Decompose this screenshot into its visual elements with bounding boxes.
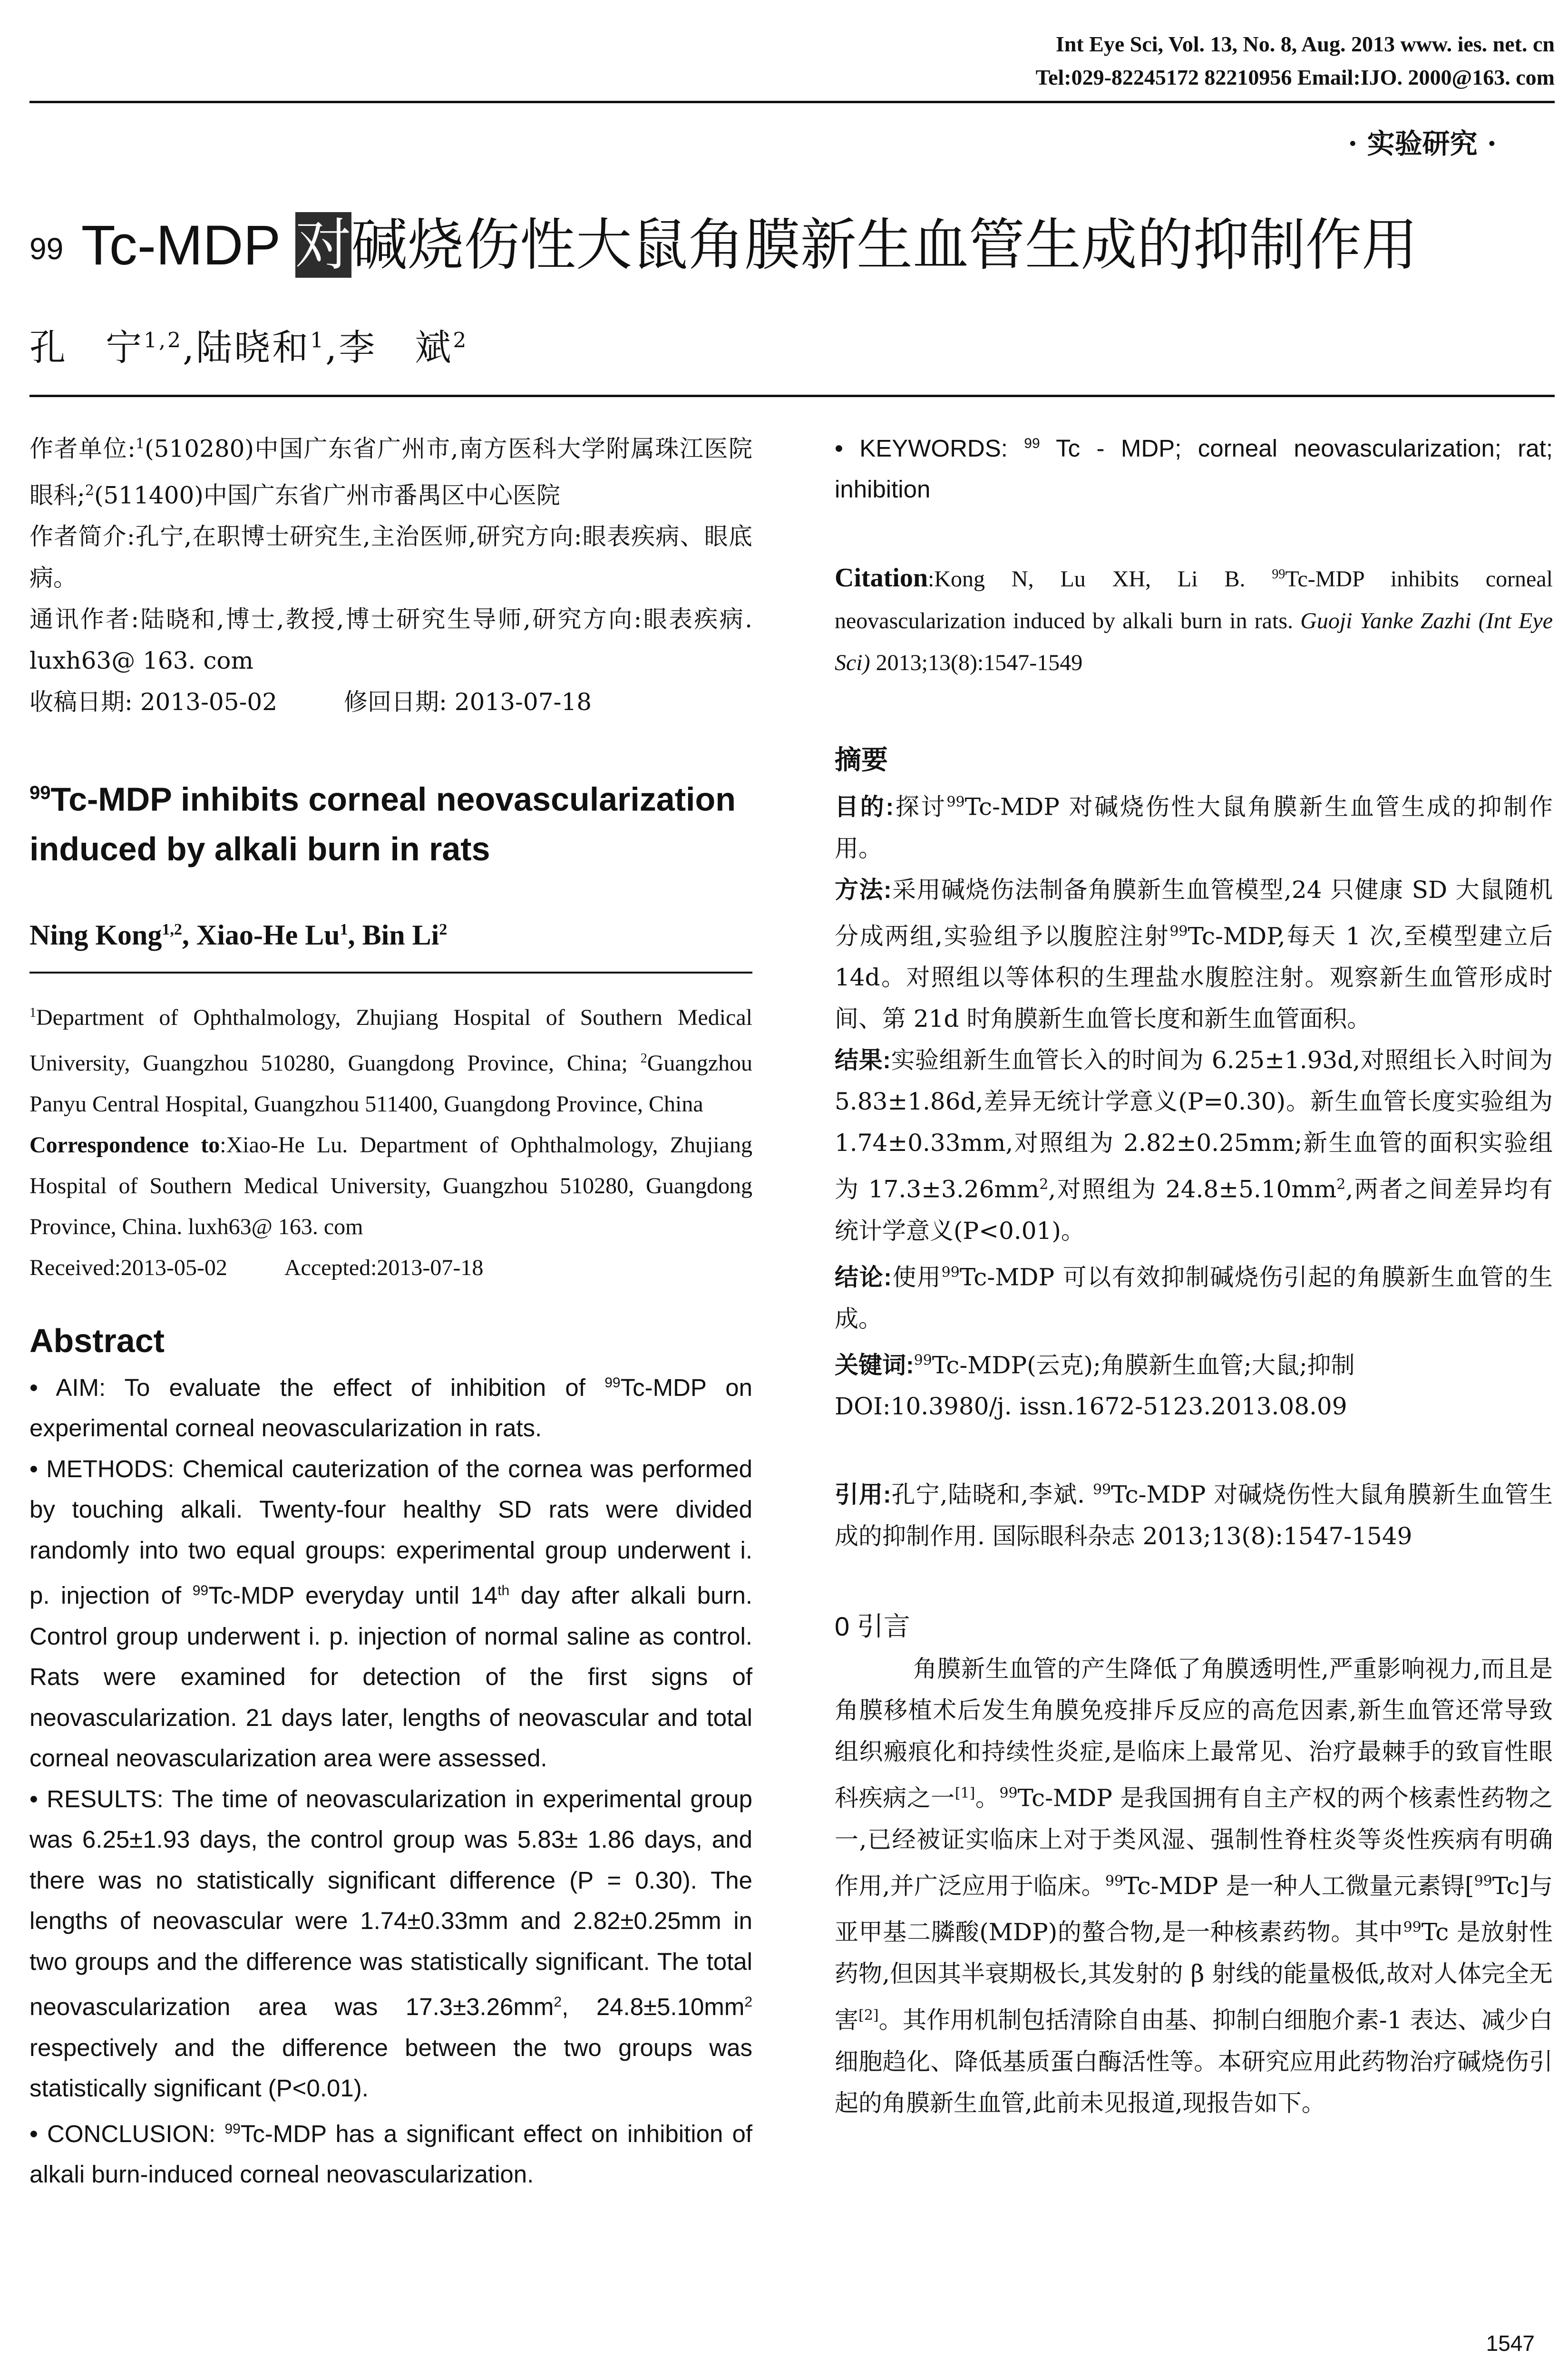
methods-cn-label: 方法: bbox=[835, 876, 892, 903]
received-date-en: Received:2013-05-02 bbox=[29, 1255, 227, 1280]
title-isotope-sup: 99 bbox=[29, 232, 64, 266]
methods-cn-sup: 99 bbox=[1169, 923, 1188, 940]
aim-sup: 99 bbox=[604, 1374, 621, 1391]
keywords-label: • KEYWORDS: bbox=[835, 435, 1024, 462]
intro-text-f: Tc 是放射性药物,但因其半衰期极长,其发射的 β 射线的能量极低,故对人体完全无害 bbox=[835, 1918, 1553, 2034]
objective-label: 目的: bbox=[835, 793, 894, 820]
revised-date-cn: 修回日期: 2013-07-18 bbox=[344, 688, 592, 716]
english-authors bbox=[29, 919, 752, 952]
methods-text-b: Tc-MDP everyday until 14 bbox=[208, 1582, 498, 1609]
en-author-2-sup: 1 bbox=[340, 920, 348, 938]
intro-text-d: Tc-MDP 是一种人工微量元素锝[ bbox=[1123, 1872, 1474, 1900]
author-2: ,陆晓和 bbox=[182, 326, 311, 369]
author-3-sup: 2 bbox=[453, 328, 468, 353]
results-sup-2: 2 bbox=[744, 1994, 752, 2010]
intro-sup-4: 99 bbox=[1403, 1919, 1422, 1936]
abstract-heading: Abstract bbox=[29, 1322, 165, 1359]
aim-text-b: Tc-MDP on experimental corneal neovascularization in rats. bbox=[29, 1374, 752, 1442]
en-author-1-sup: 1,2 bbox=[162, 920, 182, 938]
chinese-authors bbox=[29, 319, 468, 370]
author-1: 孔 宁 bbox=[29, 326, 144, 369]
title-rule bbox=[29, 395, 1555, 397]
conclusion-sup: 99 bbox=[224, 2121, 241, 2137]
conclusion-text-a: • CONCLUSION: bbox=[29, 2120, 225, 2147]
citation-cn-sup: 99 bbox=[1092, 1481, 1111, 1499]
citation-cn-text-a: 孔宁,陆晓和,李斌. bbox=[891, 1481, 1093, 1509]
conclusion-text-b: Tc-MDP has a significant effect on inhibition of alkali burn-induced corneal neovascularization. bbox=[29, 2120, 753, 2188]
english-title bbox=[29, 768, 752, 873]
doi[interactable]: DOI:10.3980/j. issn.1672-5123.2013.08.09 bbox=[835, 1393, 1347, 1421]
author-1-sup: 1,2 bbox=[144, 328, 183, 353]
results-text-c: respectively and the difference between the two groups was statistically significant (P<0.01). bbox=[29, 2034, 752, 2102]
received-date-cn: 收稿日期: 2013-05-02 bbox=[29, 688, 278, 716]
conclusion-cn-text-a: 使用 bbox=[891, 1263, 942, 1291]
methods-cn-text-a: 采用碱烧伤法制备角膜新生血管模型,24 只健康 SD 大鼠随机分成两组,实验组予以腹腔注射 bbox=[835, 876, 1553, 950]
objective-sup: 99 bbox=[946, 794, 965, 810]
left-column bbox=[29, 423, 752, 2195]
keywords-cn bbox=[835, 1340, 1553, 1386]
abstract-cn-results bbox=[835, 1040, 1553, 1252]
results-sup-1: 2 bbox=[554, 1994, 562, 2010]
unit-sup-2: 2 bbox=[85, 482, 94, 499]
intro-text-c: Tc-MDP 是我国拥有自主产权的两个核素性药物之一,已经被证实临床上对于类风湿、强制性脊柱炎等炎性疾病有明确作用,并广泛应用于临床。 bbox=[835, 1784, 1553, 1900]
abstract-aim bbox=[29, 1363, 752, 1449]
correspondence-label: Correspondence to bbox=[29, 1132, 220, 1158]
dates-cn bbox=[29, 682, 752, 723]
results-cn-label: 结果: bbox=[835, 1047, 891, 1074]
en-author-2: , Xiao-He Lu bbox=[182, 919, 340, 951]
journal-header bbox=[1036, 28, 1555, 94]
journal-line: Int Eye Sci, Vol. 13, No. 8, Aug. 2013 www. ies. net. cn bbox=[1055, 32, 1555, 56]
author-3: ,李 斌 bbox=[325, 326, 453, 369]
accepted-date-en: Accepted:2013-07-18 bbox=[284, 1255, 484, 1280]
citation-sup: 99 bbox=[1272, 567, 1286, 582]
aff-part-1: Department of Ophthalmology, Zhujiang Hospital of Southern Medical University, Guangzhou 510280, Guangdong Province, China; bbox=[29, 1004, 752, 1076]
citation-cn-label: 引用: bbox=[835, 1481, 891, 1508]
introduction-heading: 0 引言 bbox=[835, 1611, 910, 1641]
results-text-b: , 24.8±5.10mm bbox=[562, 1993, 745, 2021]
citation-text-b: Tc-MDP inhibits corneal neovascularization induced by alkali burn in rats. bbox=[835, 566, 1553, 633]
unit-label: 作者单位: bbox=[29, 435, 136, 463]
en-author-1: Ning Kong bbox=[29, 919, 162, 951]
title-latin: Tc-MDP bbox=[81, 214, 295, 277]
intro-text-b: 。 bbox=[975, 1784, 1000, 1812]
en-author-3: , Bin Li bbox=[348, 919, 439, 951]
page-number: 1547 bbox=[1486, 2331, 1535, 2356]
results-text-a: • RESULTS: The time of neovascularization in experimental group was 6.25±1.93 days, the control group was 5.83± 1.86 days, and there was no statistically significant difference (P = 0.30). The lengths of neovascular were 1.74±0.33mm and 2.82±0.25mm in two groups and the difference was statistically significant. The total neovascularization area was 17.3±3.26mm bbox=[29, 1785, 752, 2021]
abstract-cn-heading: 摘要 bbox=[835, 745, 888, 775]
intro-ref-2[interactable]: [2] bbox=[858, 2007, 879, 2024]
conclusion-cn-label: 结论: bbox=[835, 1264, 892, 1291]
results-cn-text-c: ,两者之间差异均有统计学意义(P<0.01)。 bbox=[835, 1175, 1553, 1245]
corresponding-author-cn: 通讯作者:陆晓和,博士,教授,博士研究生导师,研究方向:眼表疾病. luxh63@ 163. com bbox=[29, 605, 752, 675]
english-affiliations bbox=[29, 993, 752, 1125]
keywords-cn-label: 关键词: bbox=[835, 1352, 914, 1379]
author-units bbox=[29, 423, 752, 516]
aff-sup-1: 1 bbox=[29, 1005, 36, 1020]
abstract-methods bbox=[29, 1449, 752, 1779]
citation-label: Citation bbox=[835, 563, 928, 593]
citation-journal: Guoji Yanke Zazhi (Int Eye Sci) bbox=[835, 608, 1553, 675]
citation-en bbox=[835, 554, 1553, 684]
methods-text-c: day after alkali burn. Control group underwent i. p. injection of normal saline as control. Rats were examined for detection of the first signs of neovascularization. 21 days later, lengths of neovascular and total corneal neovascularization area were assessed. bbox=[29, 1582, 753, 1772]
methods-sup: 99 bbox=[192, 1583, 209, 1599]
contact-line: Tel:029-82245172 82210956 Email:IJO. 2000@163. com bbox=[1035, 65, 1555, 89]
author-bio: 作者简介:孔宁,在职博士研究生,主治医师,研究方向:眼表疾病、眼底病。 bbox=[29, 523, 752, 592]
abstract-cn-methods bbox=[835, 869, 1553, 1040]
citation-cn bbox=[835, 1469, 1553, 1557]
unit-sup-1: 1 bbox=[135, 436, 145, 452]
aff-part-2: Guangzhou Panyu Central Hospital, Guangzhou 511400, Guangdong Province, China bbox=[29, 1050, 752, 1117]
chinese-title bbox=[29, 209, 1418, 281]
objective-text-b: Tc-MDP 对碱烧伤性大鼠角膜新生血管生成的抑制作用。 bbox=[835, 793, 1553, 862]
en-title-sup: 99 bbox=[29, 782, 51, 804]
intro-sup-3: 99 bbox=[1474, 1872, 1492, 1890]
keywords-en bbox=[835, 423, 1553, 510]
conclusion-cn-text-b: Tc-MDP 可以有效抑制碱烧伤引起的角膜新生血管的生成。 bbox=[835, 1263, 1553, 1333]
abstract-results bbox=[29, 1779, 752, 2109]
intro-text-e: Tc]与亚甲基二膦酸(MDP)的螯合物,是一种核素药物。其中 bbox=[835, 1872, 1553, 1946]
keywords-cn-sup: 99 bbox=[914, 1352, 932, 1369]
conclusion-cn-sup: 99 bbox=[941, 1264, 960, 1281]
intro-text-a: 角膜新生血管的产生降低了角膜透明性,严重影响视力,而且是角膜移植术后发生角膜免疫排斥反应的高危因素,新生血管还常导致组织瘢痕化和持续性炎症,是临床上最常见、治疗最棘手的致盲性眼科疾病之一 bbox=[835, 1655, 1553, 1812]
en-author-3-sup: 2 bbox=[439, 920, 448, 938]
introduction-paragraph bbox=[835, 1648, 1553, 2124]
aim-text-a: • AIM: To evaluate the effect of inhibition of bbox=[29, 1374, 605, 1401]
keywords-cn-text: Tc-MDP(云克);角膜新生血管;大鼠;抑制 bbox=[932, 1351, 1355, 1379]
author-2-sup: 1 bbox=[310, 328, 326, 353]
right-column bbox=[835, 423, 1553, 2124]
intro-ref-1[interactable]: [1] bbox=[954, 1784, 975, 1802]
dates-en bbox=[29, 1247, 752, 1288]
objective-text-a: 探讨 bbox=[894, 793, 947, 821]
abstract-cn-objective bbox=[835, 781, 1553, 869]
citation-text-c: 2013;13(8):1547-1549 bbox=[870, 650, 1083, 675]
results-cn-text-b: ,对照组为 24.8±5.10mm bbox=[1048, 1175, 1337, 1203]
correspondence-text: :Xiao-He Lu. Department of Ophthalmology, Zhujiang Hospital of Southern Medical University, Guangzhou 510280, Guangdong Province, China. luxh63@ 163. com bbox=[29, 1132, 752, 1239]
intro-sup-2: 99 bbox=[1105, 1872, 1124, 1890]
results-cn-sup-1: 2 bbox=[1039, 1176, 1049, 1193]
methods-cn-text-b: Tc-MDP,每天 1 次,至模型建立后 14d。对照组以等体积的生理盐水腹腔注射。观察新生血管形成时间、第 21d 时角膜新生血管长度和新生血管面积。 bbox=[835, 922, 1553, 1033]
citation-text-a: :Kong N, Lu XH, Li B. bbox=[928, 566, 1272, 592]
section-tag: · 实验研究 · bbox=[1348, 127, 1497, 160]
title-highlighted-char: 对 bbox=[295, 212, 351, 278]
intro-sup-1: 99 bbox=[999, 1784, 1018, 1802]
methods-text-a: • METHODS: Chemical cauterization of the cornea was performed by touching alkali. Twenty-four healthy SD rats were divided randomly into two equal groups: experimental group underwent i. p. injection of bbox=[29, 1455, 752, 1609]
affiliation-rule bbox=[29, 972, 752, 974]
unit-part-1: (510280)中国广东省广州市,南方医科大学附属珠江医院眼科; bbox=[29, 435, 752, 509]
keywords-sup: 99 bbox=[1024, 436, 1040, 451]
title-rest: 碱烧伤性大鼠角膜新生血管生成的抑制作用 bbox=[351, 212, 1418, 278]
methods-sup-th: th bbox=[497, 1583, 510, 1599]
aff-sup-2: 2 bbox=[640, 1051, 647, 1066]
results-cn-text-a: 实验组新生血管长入的时间为 6.25±1.93d,对照组长入时间为 5.83±1.86d,差异无统计学意义(P=0.30)。新生血管长度实验组为 1.74±0.33mm,对照组为 2.82±0.25mm;新生血管的面积实验组为 17.3±3.26mm bbox=[835, 1046, 1553, 1203]
abstract-cn-conclusion bbox=[835, 1252, 1553, 1340]
header-rule bbox=[29, 101, 1555, 103]
results-cn-sup-2: 2 bbox=[1336, 1176, 1346, 1193]
correspondence-en bbox=[29, 1125, 752, 1247]
unit-part-2: (511400)中国广东省广州市番禺区中心医院 bbox=[94, 481, 560, 509]
abstract-conclusion bbox=[29, 2109, 752, 2195]
keywords-text: Tc - MDP; corneal neovascularization; rat; inhibition bbox=[835, 435, 1553, 503]
citation-cn-text-b: Tc-MDP 对碱烧伤性大鼠角膜新生血管生成的抑制作用. 国际眼科杂志 2013;13(8):1547-1549 bbox=[835, 1481, 1553, 1550]
intro-text-g: 。其作用机制包括清除自由基、抑制白细胞介素-1 表达、减少白细胞趋化、降低基质蛋白酶活性等。本研究应用此药物治疗碱烧伤引起的角膜新生血管,此前未见报道,现报告如下。 bbox=[835, 2006, 1553, 2117]
en-title-text: Tc-MDP inhibits corneal neovascularization induced by alkali burn in rats bbox=[29, 780, 736, 867]
